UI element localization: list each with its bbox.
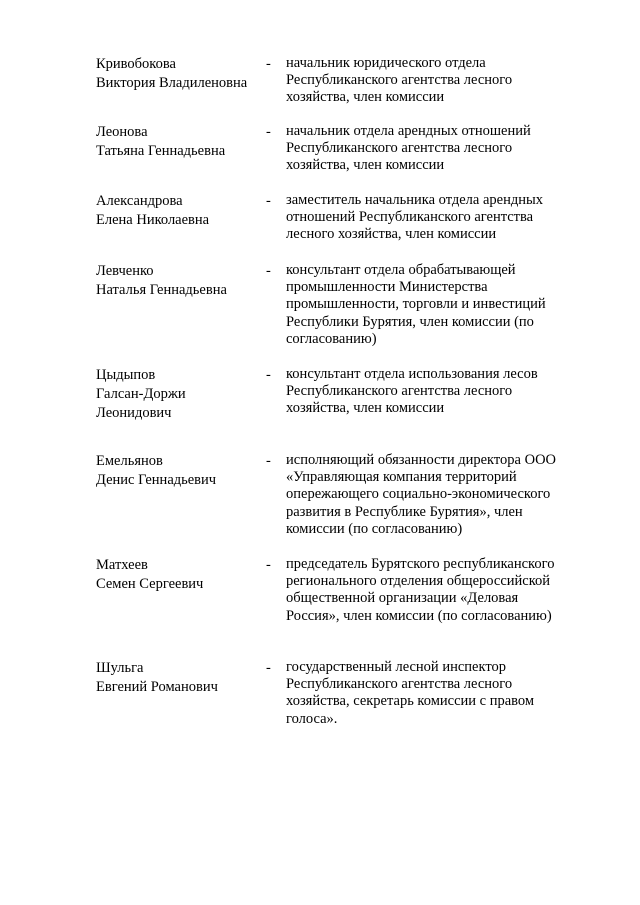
member-name: Матхеев Семен Сергеевич — [96, 557, 204, 592]
member-name: Кривобокова Виктория Владиленовна — [96, 56, 248, 91]
member-name: Александрова Елена Николаевна — [96, 193, 210, 228]
member-dash: - — [266, 124, 271, 140]
member-dash: - — [266, 56, 271, 72]
member-name: Левченко Наталья Геннадьевна — [96, 263, 227, 298]
member-role: заместитель начальника отдела арендных отношений Республиканского агентства лесного хозяйства, член комиссии — [286, 192, 543, 243]
member-name: Леонова Татьяна Геннадьевна — [96, 124, 226, 159]
member-name: Шульга Евгений Романович — [96, 660, 218, 695]
member-role: начальник отдела арендных отношений Республиканского агентства лесного хозяйства, член комиссии — [286, 123, 531, 174]
member-role: начальник юридического отдела Республиканского агентства лесного хозяйства, член комиссии — [286, 55, 513, 106]
member-role: исполняющий обязанности директора ООО «Управляющая компания территорий опережающего социально-экономического развития в Республике Бурятия», член комиссии (по согласованию) — [286, 452, 557, 537]
member-role: консультант отдела обрабатывающей промышленности Министерства промышленности, торговли и инвестиций Республики Бурятия, член комиссии (по согласованию) — [286, 262, 546, 347]
member-name: Емельянов Денис Геннадьевич — [96, 453, 217, 488]
member-dash: - — [266, 453, 271, 469]
member-dash: - — [266, 263, 271, 279]
member-dash: - — [266, 367, 271, 383]
member-role: председатель Бурятского республиканского регионального отделения общероссийской общественной организации «Деловая Россия», член комиссии (по согласованию) — [286, 556, 555, 624]
member-role: консультант отдела использования лесов Республиканского агентства лесного хозяйства, член комиссии — [286, 366, 538, 417]
member-role: государственный лесной инспектор Республиканского агентства лесного хозяйства, секретарь комиссии с правом голоса». — [286, 659, 535, 727]
member-dash: - — [266, 660, 271, 676]
member-dash: - — [266, 193, 271, 209]
member-dash: - — [266, 557, 271, 573]
member-name: Цыдыпов Галсан-Доржи Леонидович — [96, 367, 186, 421]
